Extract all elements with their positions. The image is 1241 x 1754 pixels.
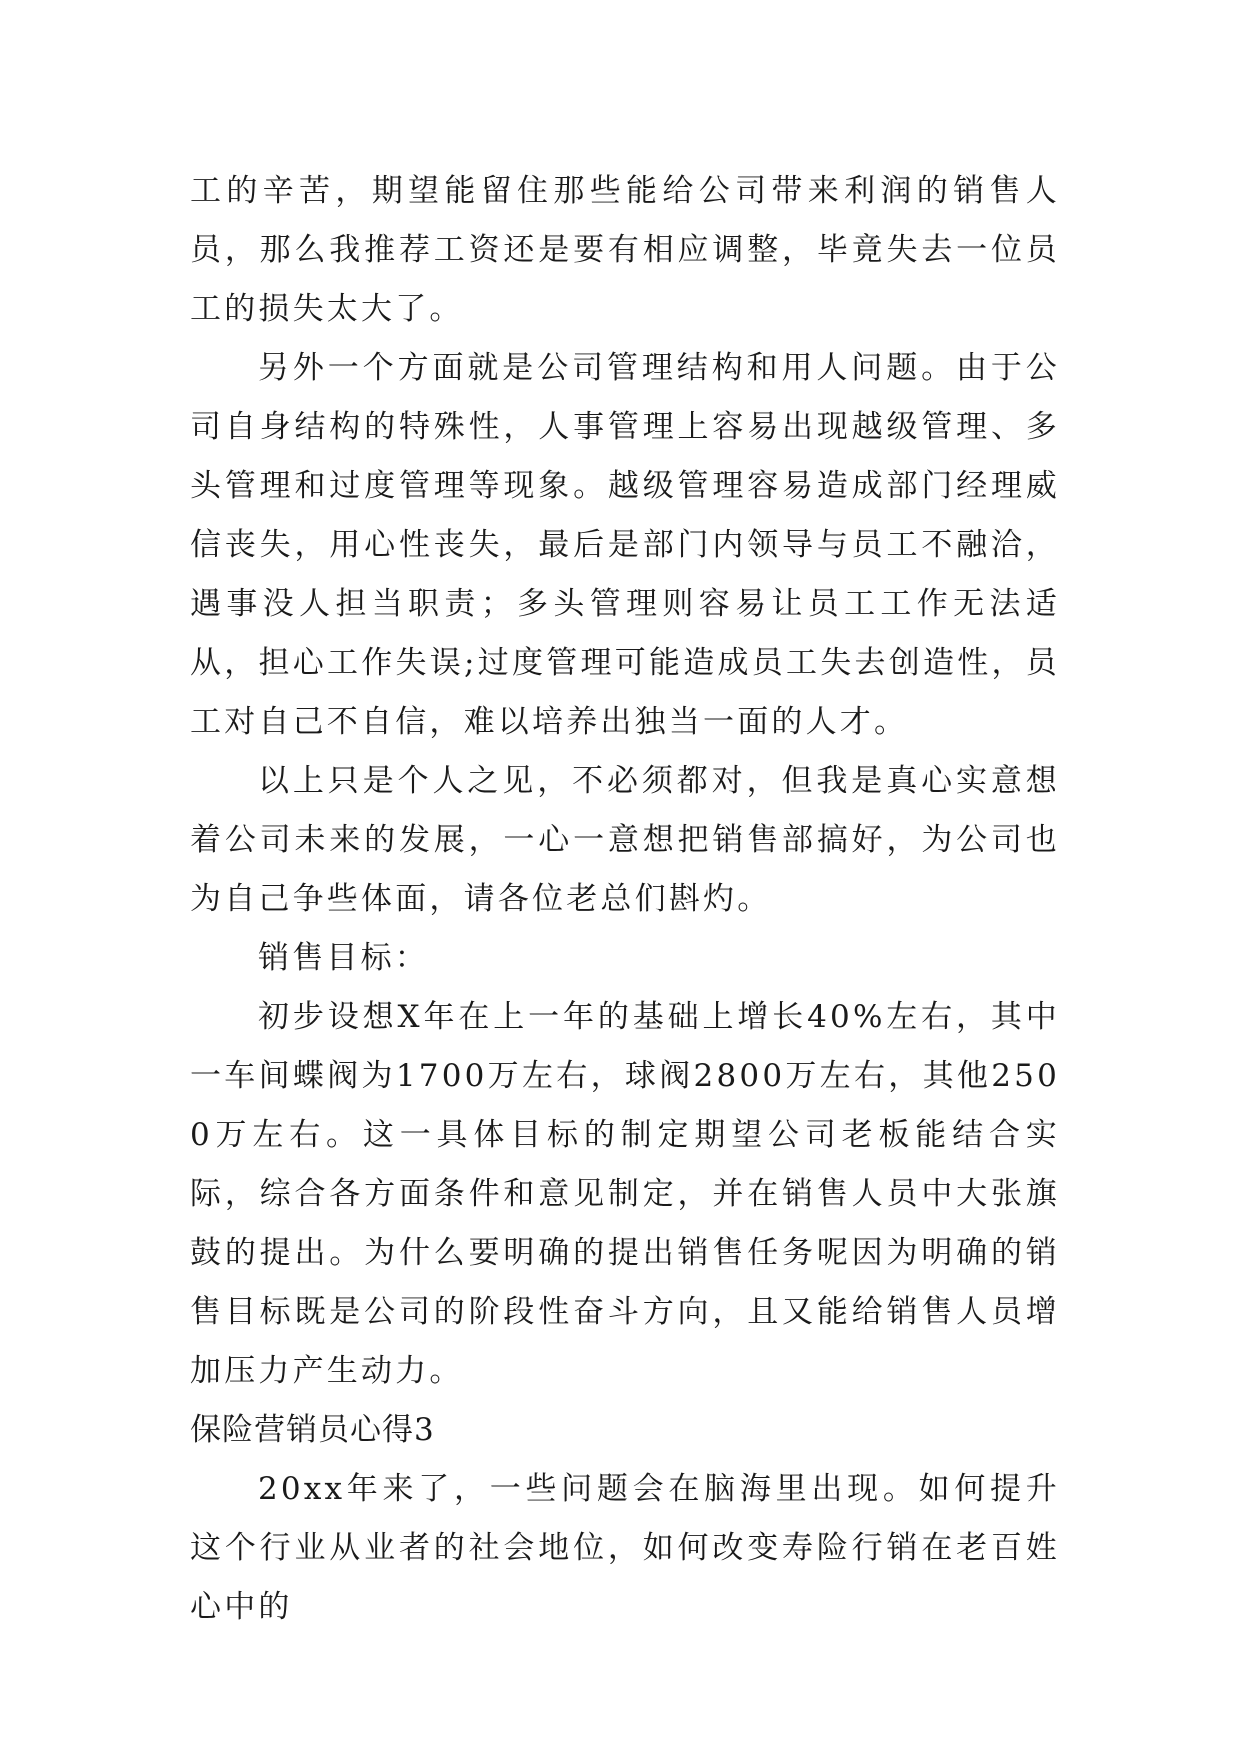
paragraph-management-structure: 另外一个方面就是公司管理结构和用人问题。由于公司自身结构的特殊性，人事管理上容易出现越级管理、多头管理和过度管理等现象。越级管理容易造成部门经理威信丧失，用心性丧失，最后是部门内领导与员工不融洽，遇事没人担当职责；多头管理则容易让员工工作无法适从，担心工作失误;过度管理可能造成员工失去创造性，员工对自己不自信，难以培养出独当一面的人才。 xyxy=(190,350,1060,740)
paragraph-new-year: 20xx年来了，一些问题会在脑海里出现。如何提升这个行业从业者的社会地位，如何改变寿险行销在老百姓心中的 xyxy=(190,1471,1060,1625)
section-heading: 保险营销员心得3 xyxy=(190,1412,435,1448)
document-body xyxy=(190,162,1060,1637)
paragraph-sales-target-detail: 初步设想X年在上一年的基础上增长40%左右，其中一车间蝶阀为1700万左右，球阀2800万左右，其他2500万左右。这一具体目标的制定期望公司老板能结合实际，综合各方面条件和意见制定，并在销售人员中大张旗鼓的提出。为什么要明确的提出销售任务呢因为明确的销售目标既是公司的阶段性奋斗方向，且又能给销售人员增加压力产生动力。 xyxy=(190,999,1060,1389)
paragraph-sales-target-label: 销售目标： xyxy=(258,940,429,976)
paragraph-salary-adjustment: 工的辛苦，期望能留住那些能给公司带来利润的销售人员，那么我推荐工资还是要有相应调整，毕竟失去一位员工的损失太大了。 xyxy=(190,173,1060,327)
paragraph-personal-opinion: 以上只是个人之见，不必须都对，但我是真心实意想着公司未来的发展，一心一意想把销售部搞好，为公司也为自己争些体面，请各位老总们斟灼。 xyxy=(190,763,1060,917)
